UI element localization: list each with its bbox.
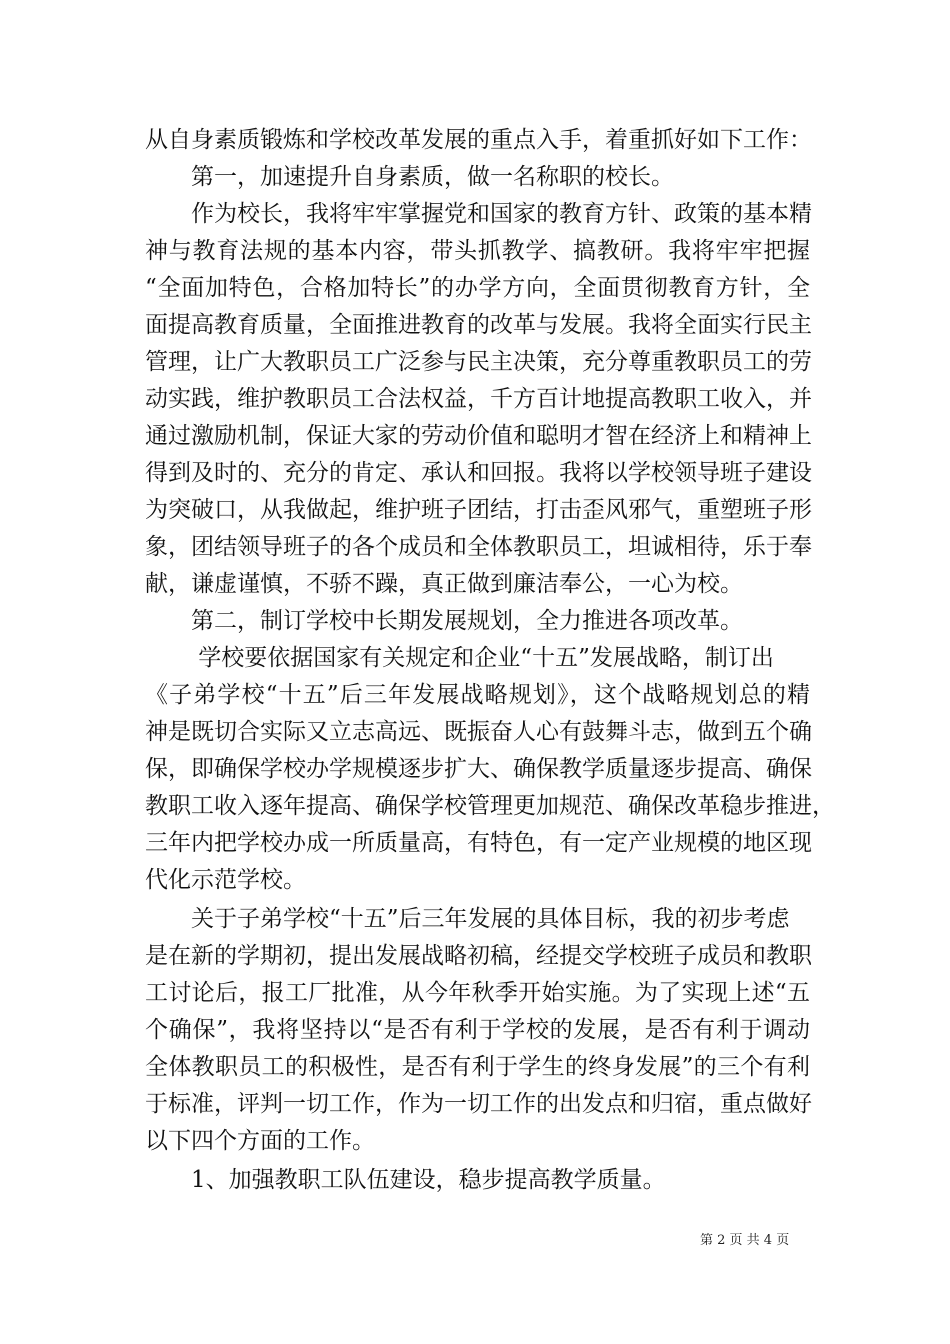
text-line: 三年内把学校办成一所质量高，有特色，有一定产业规模的地区现 xyxy=(145,830,812,856)
text-line: 是在新的学期初，提出发展战略初稿，经提交学校班子成员和教职 xyxy=(145,943,812,969)
text-line: 保，即确保学校办学规模逐步扩大、确保教学质量逐步提高、确保 xyxy=(145,756,812,782)
text-line: 通过激励机制，保证大家的劳动价值和聪明才智在经济上和精神上 xyxy=(145,423,812,449)
page-number: 第 2 页 共 4 页 xyxy=(700,1233,790,1248)
text-line: 以下四个方面的工作。 xyxy=(145,1128,375,1154)
text-line: 管理，让广大教职员工广泛参与民主决策，充分尊重教职员工的劳 xyxy=(145,349,812,375)
text-line: 《子弟学校“十五”后三年发展战略规划》，这个战略规划总的精 xyxy=(145,682,810,708)
text-line: 工讨论后，报工厂批准，从今年秋季开始实施。为了实现上述“五 xyxy=(145,980,810,1006)
text-line: 动实践，维护教职员工合法权益，千方百计地提高教职工收入，并 xyxy=(145,386,812,412)
text-line: 个确保”，我将坚持以“是否有利于学校的发展，是否有利于调动 xyxy=(145,1017,810,1043)
text-line: 得到及时的、充分的肯定、承认和回报。我将以学校领导班子建设 xyxy=(145,460,812,486)
text-line: 教职工收入逐年提高、确保学校管理更加规范、确保改革稳步推进， xyxy=(145,793,835,819)
text-line: 神是既切合实际又立志高远、既振奋人心有鼓舞斗志，做到五个确 xyxy=(145,719,812,745)
text-line: 于标准，评判一切工作，作为一切工作的出发点和归宿，重点做好 xyxy=(145,1091,812,1117)
text-line: 从自身素质锻炼和学校改革发展的重点入手，着重抓好如下工作： xyxy=(145,127,812,153)
text-line: 学校要依据国家有关规定和企业“十五”发展战略，制订出 xyxy=(145,645,774,671)
text-line: 面提高教育质量，全面推进教育的改革与发展。我将全面实行民主 xyxy=(145,312,812,338)
text-line: 献，谦虚谨慎，不骄不躁，真正做到廉洁奉公，一心为校。 xyxy=(145,571,743,597)
section-heading: 第一，加速提升自身素质，做一名称职的校长。 xyxy=(145,164,674,190)
text-line: 象，团结领导班子的各个成员和全体教职员工，坦诚相待，乐于奉 xyxy=(145,534,812,560)
text-line: 全体教职员工的积极性，是否有利于学生的终身发展”的三个有利 xyxy=(145,1054,810,1080)
text-line: 为突破口，从我做起，维护班子团结，打击歪风邪气，重塑班子形 xyxy=(145,497,812,523)
text-line: 作为校长，我将牢牢掌握党和国家的教育方针、政策的基本精 xyxy=(145,201,812,227)
section-heading: 第二，制订学校中长期发展规划，全力推进各项改革。 xyxy=(145,608,743,634)
text-line: “全面加特色，合格加特长”的办学方向，全面贯彻教育方针，全 xyxy=(145,275,810,301)
text-line: 神与教育法规的基本内容，带头抓教学、搞教研。我将牢牢把握 xyxy=(145,238,810,264)
section-heading: 1、加强教职工队伍建设，稳步提高教学质量。 xyxy=(145,1167,666,1193)
text-line: 代化示范学校。 xyxy=(145,867,306,893)
text-line: 关于子弟学校“十五”后三年发展的具体目标，我的初步考虑 xyxy=(145,906,790,932)
